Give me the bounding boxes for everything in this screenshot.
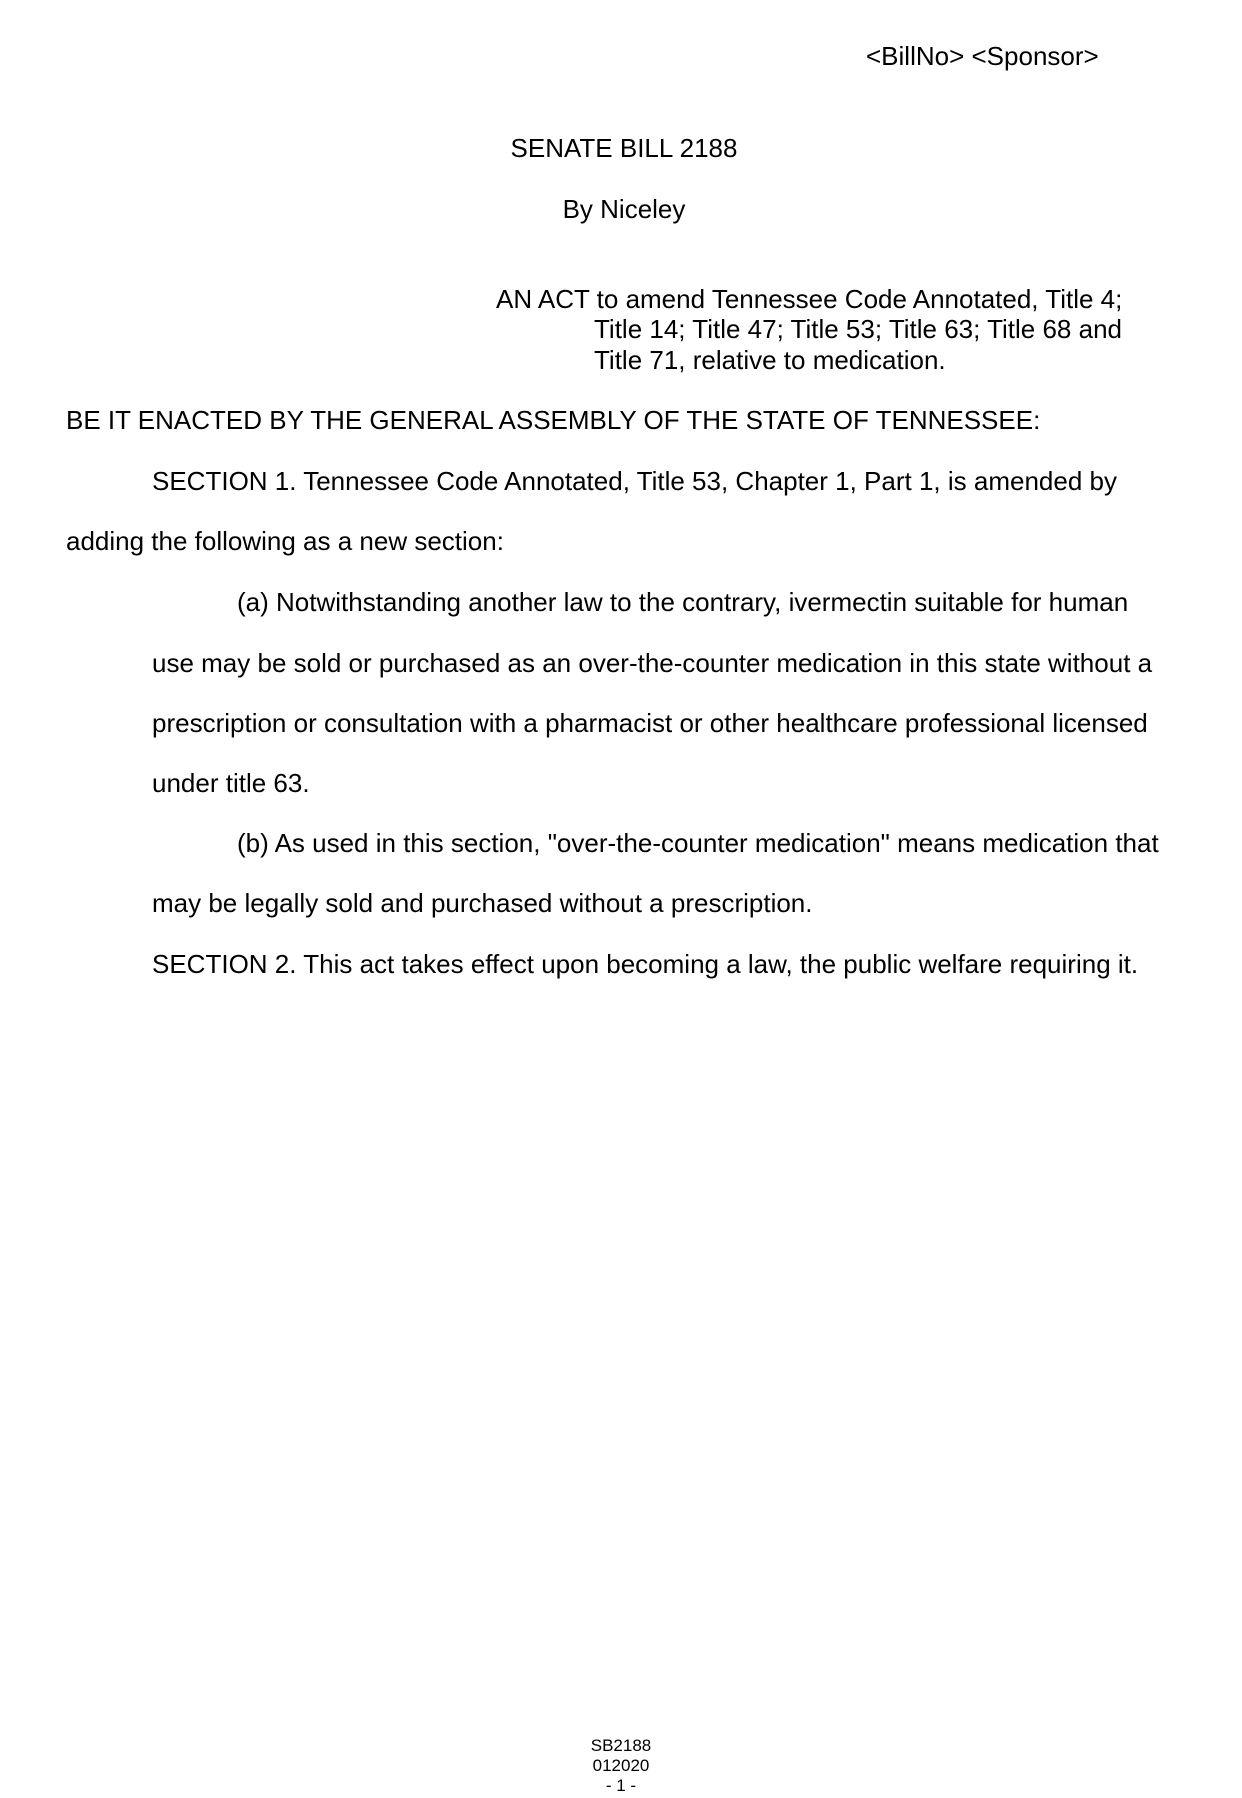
subsection-b-line-1: (b) As used in this section, "over-the-counter medication" means medication that (237, 828, 1159, 858)
bill-title: SENATE BILL 2188 (510, 133, 738, 163)
section-1-line-2: adding the following as a new section: (66, 526, 504, 556)
section-2-line-1: SECTION 2. This act takes effect upon becoming a law, the public welfare requiring it. (152, 949, 1139, 979)
footer-page-number: - 1 - (605, 1776, 637, 1795)
subsection-b-line-2: may be legally sold and purchased without a prescription. (152, 888, 813, 918)
header-placeholders: <BillNo> <Sponsor> (866, 41, 1099, 71)
subsection-a-line-3: prescription or consultation with a pharmacist or other healthcare professional licensed (152, 708, 1148, 738)
caption-line-1: AN ACT to amend Tennessee Code Annotated, Title 4; (496, 284, 1123, 314)
footer-bill-code: SB2188 (590, 1736, 652, 1755)
enacting-clause: BE IT ENACTED BY THE GENERAL ASSEMBLY OF THE STATE OF TENNESSEE: (66, 405, 1041, 435)
subsection-a-line-1: (a) Notwithstanding another law to the contrary, ivermectin suitable for human (237, 587, 1129, 617)
footer-draft-code: 012020 (592, 1756, 650, 1775)
subsection-a-line-4: under title 63. (152, 768, 310, 798)
section-1-line-1: SECTION 1. Tennessee Code Annotated, Title 53, Chapter 1, Part 1, is amended by (152, 466, 1117, 496)
bill-sponsor: By Niceley (562, 194, 686, 224)
caption-line-3: Title 71, relative to medication. (594, 345, 946, 375)
caption-line-2: Title 14; Title 47; Title 53; Title 63; Title 68 and (594, 314, 1122, 344)
subsection-a-line-2: use may be sold or purchased as an over-the-counter medication in this state without a (152, 648, 1153, 678)
